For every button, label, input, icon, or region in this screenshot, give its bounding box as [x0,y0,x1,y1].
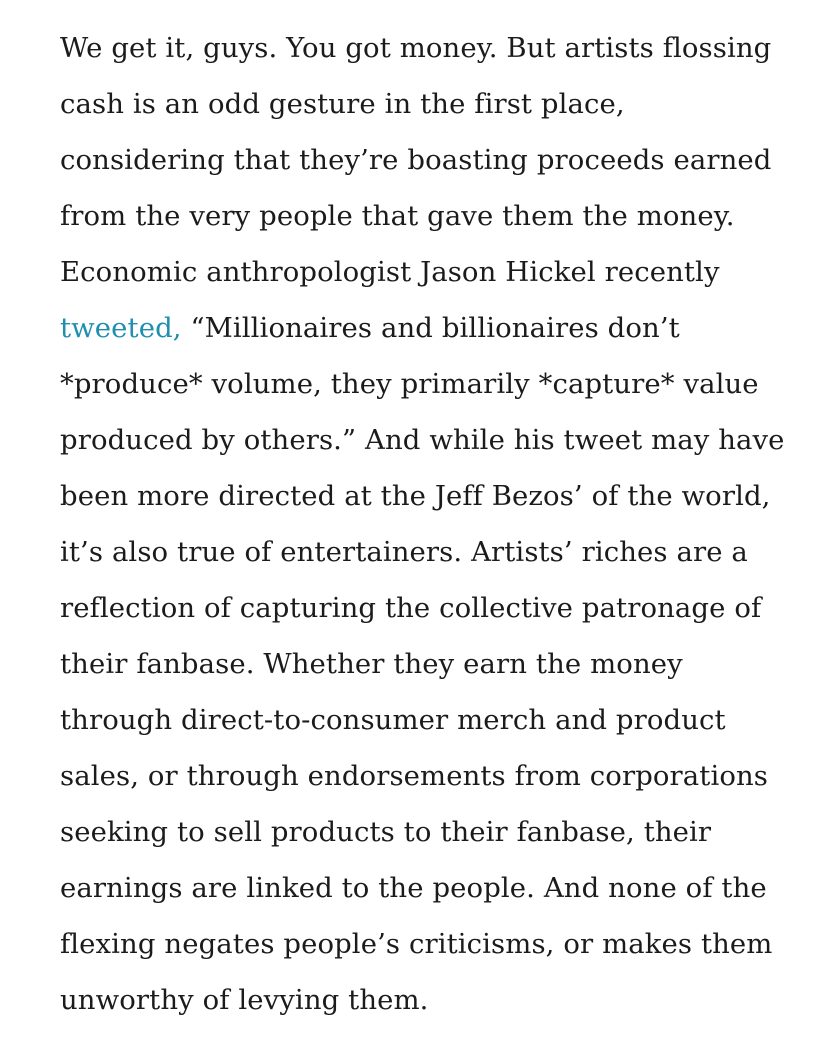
paragraph-line: from the very people that gave them the money. [60,200,735,232]
paragraph-line: Economic anthropologist Jason Hickel recently [60,256,720,288]
paragraph-line: *produce* volume, they primarily *capture* value [60,368,759,400]
paragraph-line: sales, or through endorsements from corporations [60,760,769,792]
paragraph-line: cash is an odd gesture in the first place, [60,88,625,120]
paragraph-line-text: “Millionaires and billionaires don’t [181,312,680,344]
paragraph-line: considering that they’re boasting proceeds earned [60,144,772,176]
article-body [60,20,790,1028]
paragraph-line: produced by others.” And while his tweet may have [60,424,785,456]
paragraph-line: flexing negates people’s criticisms, or makes them [60,928,773,960]
paragraph-line: reflection of capturing the collective patronage of [60,592,762,624]
paragraph-line: We get it, guys. You got money. But artists flossing [60,32,772,64]
article-paragraph [60,20,790,1028]
paragraph-line: their fanbase. Whether they earn the money [60,648,683,680]
paragraph-line: it’s also true of entertainers. Artists’ riches are a [60,536,748,568]
paragraph-line: seeking to sell products to their fanbase, their [60,816,712,848]
paragraph-line: been more directed at the Jeff Bezos’ of the world, [60,480,771,512]
paragraph-line: unworthy of levying them. [60,984,429,1016]
paragraph-line: earnings are linked to the people. And none of the [60,872,767,904]
tweeted-link[interactable]: tweeted, [60,312,182,344]
paragraph-line-with-link [60,300,790,356]
paragraph-line: through direct-to-consumer merch and product [60,704,726,736]
